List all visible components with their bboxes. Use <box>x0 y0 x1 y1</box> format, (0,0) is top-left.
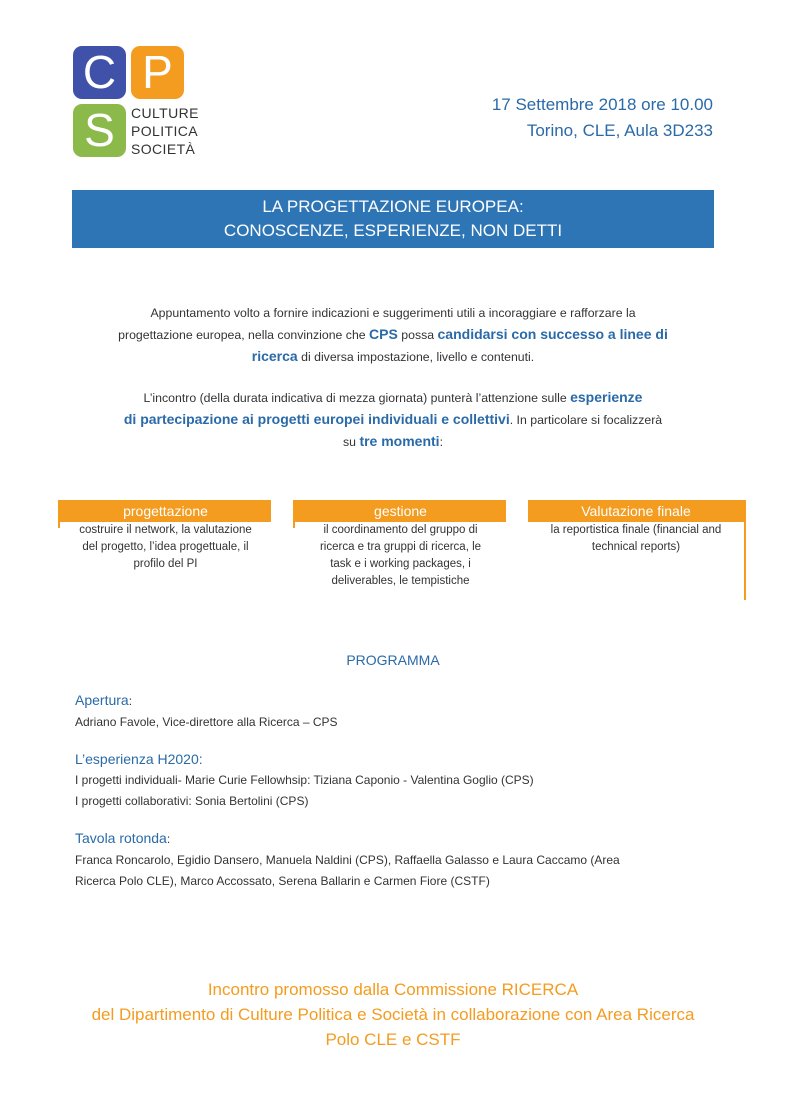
intro-p1-text: progettazione europea, nella convinzione che <box>118 328 366 342</box>
title-line-1: LA PROGETTAZIONE EUROPEA: <box>262 197 524 216</box>
section-apertura-line: Adriano Favole, Vice-direttore alla Ricerca – CPS <box>75 715 338 729</box>
programme-heading: PROGRAMMA <box>346 652 440 668</box>
title-banner <box>72 190 714 248</box>
intro-p2-line-1 <box>72 387 714 409</box>
section-apertura-title-text: Apertura <box>75 692 129 708</box>
moment-3-title: Valutazione finale <box>528 500 744 522</box>
intro-p2-line-2 <box>72 409 714 431</box>
section-h2020-line: I progetti collaborativi: Sonia Bertolini (CPS) <box>75 794 309 808</box>
footer-line-2: del Dipartimento di Culture Politica e Società in collaborazione con Area Ricerca <box>91 1005 695 1024</box>
intro-p1-line-2 <box>72 324 714 346</box>
intro-p2-highlight-1: esperienze <box>570 389 643 405</box>
moment-2-line: deliverables, le tempistiche <box>331 575 470 587</box>
intro-p2-highlight-2: di partecipazione ai progetti europei individuali e collettivi <box>123 411 510 427</box>
intro-p2-colon: : <box>439 435 443 449</box>
section-h2020-line: I progetti individuali- Marie Curie Fellowhsip: Tiziana Caponio - Valentina Goglio (CPS) <box>75 773 534 787</box>
logo-text-societa: SOCIETÀ <box>131 141 196 157</box>
section-tavola-line: Ricerca Polo CLE), Marco Accossato, Serena Ballarin e Carmen Fiore (CSTF) <box>75 874 490 888</box>
section-h2020-title-text: L’esperienza H2020: <box>75 751 203 767</box>
moment-2-description <box>293 522 508 590</box>
intro-paragraph-2 <box>72 387 714 453</box>
intro-p1-text-2: possa <box>401 328 435 342</box>
moment-1-line: del progetto, l’idea progettuale, il <box>82 541 249 553</box>
intro-p1-line-3 <box>72 346 714 368</box>
event-date: 17 Settembre 2018 ore 10.00 <box>491 95 713 114</box>
logo-letter-c: C <box>73 46 126 99</box>
intro-p1-line-1: Appuntamento volto a fornire indicazioni e suggerimenti utili a incoraggiare e rafforzare la <box>150 306 636 320</box>
logo-text-culture: CULTURE <box>131 105 199 121</box>
intro-p2-line-3 <box>72 431 714 453</box>
section-tavola-line: Franca Roncarolo, Egidio Dansero, Manuela Naldini (CPS), Raffaella Galasso e Laura Caccamo (Area <box>75 853 620 867</box>
moment-2-line: task e i working packages, i <box>330 558 471 570</box>
intro-p2-text: L’incontro (della durata indicativa di mezza giornata) punterà l’attenzione sulle <box>143 391 567 405</box>
intro-p2-highlight-3: tre momenti <box>359 433 440 449</box>
section-tavola-title <box>75 830 170 846</box>
cps-logo <box>0 0 200 170</box>
logo-text-politica: POLITICA <box>131 123 198 139</box>
event-place: Torino, CLE, Aula 3D233 <box>526 121 713 140</box>
moment-3-line: la reportistica finale (financial and <box>550 524 722 536</box>
intro-p1-cps: CPS <box>369 326 398 342</box>
intro-p1-highlight-2: ricerca <box>251 348 298 364</box>
footer-line-3: Polo CLE e CSTF <box>325 1030 461 1049</box>
section-tavola-title-text: Tavola rotonda <box>75 830 167 846</box>
moment-3-divider <box>744 500 746 600</box>
intro-p2-text-2: . In particolare si focalizzerà <box>509 413 663 427</box>
section-tavola-colon: : <box>166 832 171 846</box>
intro-p2-text-3: su <box>343 435 357 449</box>
moment-1-title: progettazione <box>60 500 271 522</box>
moment-1-description <box>58 522 273 573</box>
intro-p1-highlight-1: candidarsi con successo a linee di <box>437 326 668 342</box>
moment-3-description <box>528 522 744 556</box>
moment-2-title: gestione <box>295 500 506 522</box>
title-line-2: CONOSCENZE, ESPERIENZE, NON DETTI <box>223 221 563 240</box>
moment-2-line: ricerca e tra gruppi di ricerca, le <box>319 541 482 553</box>
intro-p1-text-3: di diversa impostazione, livello e contenuti. <box>301 350 535 364</box>
moment-2-line: il coordinamento del gruppo di <box>323 524 478 536</box>
logo-letter-p: P <box>131 46 184 99</box>
moment-1-line: costruire il network, la valutazione <box>79 524 252 536</box>
section-apertura-colon: : <box>128 694 133 708</box>
section-apertura-title <box>75 692 132 708</box>
section-h2020-title <box>75 751 203 767</box>
moment-3-line: technical reports) <box>591 541 681 553</box>
logo-letter-s: S <box>73 104 126 157</box>
moment-1-line: profilo del PI <box>133 558 198 570</box>
footer-line-1: Incontro promosso dalla Commissione RICERCA <box>207 980 579 999</box>
intro-paragraph-1 <box>72 303 714 368</box>
